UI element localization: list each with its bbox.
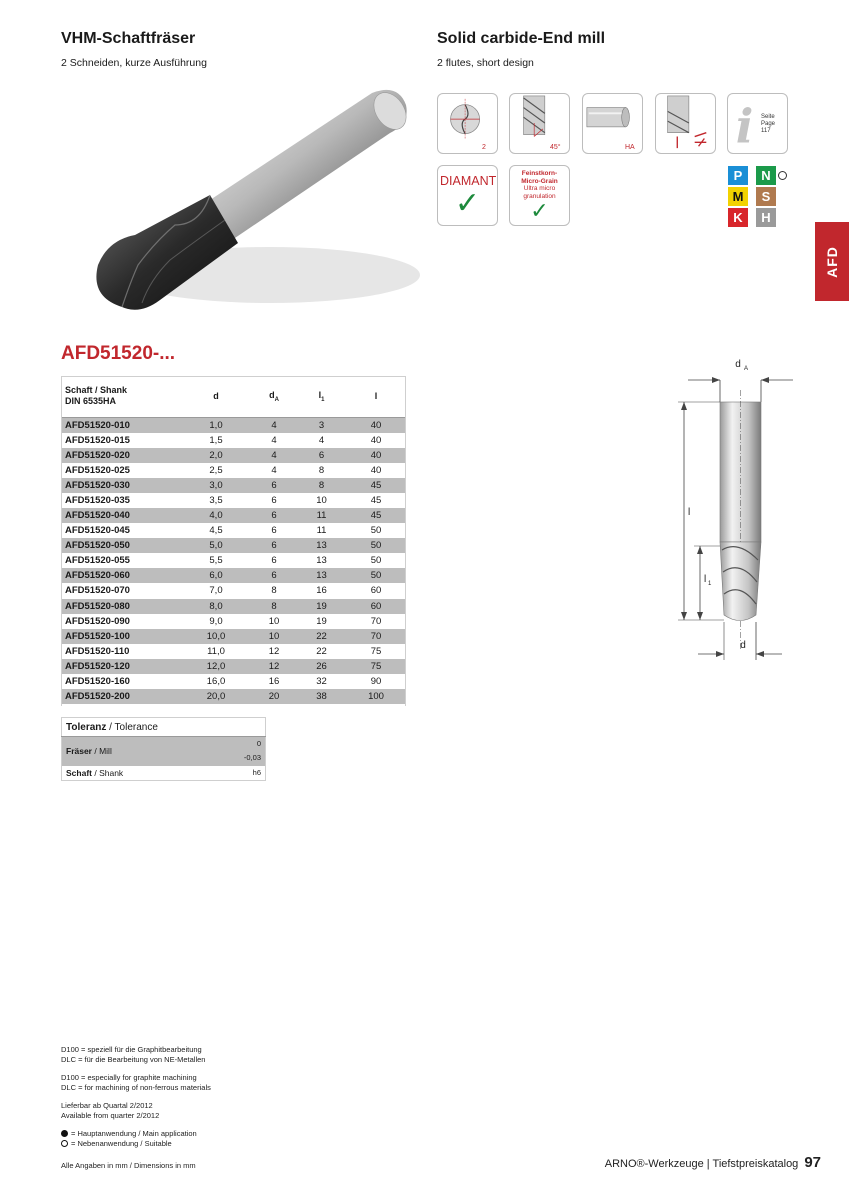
col-header-d: d xyxy=(181,376,251,417)
table-row xyxy=(61,417,406,433)
legend-suitable xyxy=(61,1139,211,1149)
tolerance-mill-upper: 0 xyxy=(256,739,261,749)
cell-l: 45 xyxy=(346,478,406,493)
col-header-l1 xyxy=(297,376,346,417)
cell-l: 40 xyxy=(370,464,382,476)
tolerance-shank-de: Schaft xyxy=(66,767,92,778)
diamant-coating-icon xyxy=(437,165,498,226)
cell-da: 6 xyxy=(271,494,277,506)
cell-code: AFD51520-160 xyxy=(65,676,130,688)
feed-direction-icon xyxy=(655,93,716,154)
micro-grain-de-2: Micro-Grain xyxy=(521,177,558,185)
cell-l: 100 xyxy=(346,689,406,704)
cell-l1: 11 xyxy=(297,508,346,523)
checkmark-icon: ✓ xyxy=(530,198,549,223)
table-row xyxy=(61,659,406,674)
cell-code: AFD51520-060 xyxy=(61,568,181,583)
cell-code: AFD51520-110 xyxy=(65,645,130,657)
cell-l1: 8 xyxy=(318,464,325,476)
table-row xyxy=(61,508,406,523)
cell-l1: 13 xyxy=(297,538,346,553)
tolerance-shank-label xyxy=(62,766,209,781)
cell-d: 5,5 xyxy=(209,555,223,567)
tolerance-shank-en: / Shank xyxy=(91,767,124,778)
cell-code: AFD51520-080 xyxy=(61,599,181,614)
info-caption-number: 117 xyxy=(761,128,771,134)
footnotes xyxy=(61,1045,211,1148)
micro-grain-de-1: Feinstkorn- xyxy=(521,170,558,177)
page-title-de: VHM-Schaftfräser xyxy=(61,30,196,47)
table-row xyxy=(61,433,406,448)
shank-caption: HA xyxy=(625,144,635,151)
material-k: K xyxy=(728,208,748,227)
cell-code: AFD51520-090 xyxy=(65,615,130,627)
cell-l: 45 xyxy=(346,508,406,523)
secondary-application-circle xyxy=(778,171,787,180)
cell-d: 2,5 xyxy=(209,464,223,476)
shank-ha-icon xyxy=(582,93,643,154)
cell-da: 12 xyxy=(251,659,297,674)
note-d100-de: D100 = speziell für die Graphitbearbeitung xyxy=(61,1045,202,1054)
table-row xyxy=(61,644,406,659)
cell-d: 11,0 xyxy=(207,645,225,657)
cell-l1: 11 xyxy=(316,525,327,537)
info-caption-page: Seite Page xyxy=(761,114,776,127)
table-row xyxy=(61,583,406,598)
empty-circle-icon xyxy=(61,1140,68,1147)
material-p: P xyxy=(728,166,748,185)
cell-code: AFD51520-020 xyxy=(61,448,181,463)
cell-da: 6 xyxy=(251,508,297,523)
cell-code: AFD51520-040 xyxy=(61,508,181,523)
tolerance-table xyxy=(61,717,266,781)
cell-d: 5,0 xyxy=(181,538,251,553)
svg-text:i: i xyxy=(735,98,754,153)
drawing-label-l1-sub: 1 xyxy=(708,581,712,587)
material-s: S xyxy=(756,187,776,206)
table-row xyxy=(61,614,406,629)
note-dlc-en: DLC = for machining of non-ferrous materials xyxy=(61,1082,211,1092)
cell-da: 16 xyxy=(268,676,280,688)
cell-da: 4 xyxy=(271,434,277,446)
micro-grain-icon xyxy=(509,165,570,226)
tolerance-mill-value xyxy=(208,737,265,766)
cell-d: 4,5 xyxy=(209,525,223,537)
cell-l: 75 xyxy=(370,645,382,657)
cell-l1: 22 xyxy=(316,645,327,657)
cell-da: 6 xyxy=(271,555,277,567)
material-n: N xyxy=(756,166,776,185)
table-row xyxy=(61,523,406,538)
info-icon[interactable] xyxy=(727,93,788,154)
cell-code: AFD51520-050 xyxy=(61,538,181,553)
drawing-label-d: d xyxy=(740,640,746,651)
end-mill-photo xyxy=(60,75,420,335)
shank-header-1: Schaft / Shank xyxy=(65,385,128,396)
helix-caption: 45° xyxy=(550,144,561,151)
cell-d: 3,0 xyxy=(181,478,251,493)
cell-d: 20,0 xyxy=(181,689,251,704)
material-m: M xyxy=(728,187,748,206)
filled-circle-icon xyxy=(61,1130,68,1137)
col-header-da xyxy=(251,376,297,417)
cell-l1: 22 xyxy=(297,629,346,644)
cell-l1: 6 xyxy=(297,448,346,463)
cell-l: 70 xyxy=(346,629,406,644)
note-d100-en: D100 = especially for graphite machining xyxy=(61,1073,197,1082)
cell-da: 4 xyxy=(251,448,297,463)
cell-l: 60 xyxy=(370,585,382,597)
table-row xyxy=(61,463,406,478)
cell-d: 9,0 xyxy=(209,615,223,627)
micro-grain-en-1: Ultra micro xyxy=(523,185,556,192)
cell-l1: 3 xyxy=(297,417,346,433)
cell-d: 12,0 xyxy=(181,659,251,674)
cell-l1: 19 xyxy=(316,615,327,627)
micro-grain-en-2: granulation xyxy=(523,192,556,200)
cell-l: 50 xyxy=(346,538,406,553)
table-row xyxy=(61,568,406,583)
tolerance-mill-en: / Mill xyxy=(92,746,112,757)
page-number: 97 xyxy=(804,1154,821,1171)
shank-header-2: DIN 6535HA xyxy=(65,396,117,407)
page-title-en: Solid carbide-End mill xyxy=(437,30,606,47)
legend-suitable-text: = Nebenanwendung / Suitable xyxy=(71,1138,172,1148)
cell-da: 4 xyxy=(271,464,277,476)
cell-l: 50 xyxy=(370,555,382,567)
cell-l1: 13 xyxy=(297,568,346,583)
cell-l1: 8 xyxy=(297,478,346,493)
helix-angle-icon xyxy=(509,93,570,154)
cell-l: 60 xyxy=(346,599,406,614)
cell-l1: 4 xyxy=(318,434,325,446)
cell-d: 4,0 xyxy=(181,508,251,523)
tolerance-header-de: Toleranz xyxy=(66,721,107,733)
cell-code: AFD51520-055 xyxy=(65,555,130,567)
cell-d: 8,0 xyxy=(181,599,251,614)
product-series-title: AFD51520-... xyxy=(61,343,176,364)
cell-da: 20 xyxy=(251,689,297,704)
cell-l1: 32 xyxy=(316,676,327,688)
legend-main-application xyxy=(61,1129,211,1139)
cell-code: AFD51520-035 xyxy=(65,494,130,506)
tolerance-mill-label xyxy=(62,737,209,766)
cell-l1: 10 xyxy=(316,494,327,506)
cell-da: 10 xyxy=(268,615,280,627)
legend-main-text: = Hauptanwendung / Main application xyxy=(71,1129,197,1138)
table-row xyxy=(61,599,406,614)
cell-l: 50 xyxy=(370,525,382,537)
table-row xyxy=(61,689,406,704)
cell-code: AFD51520-015 xyxy=(65,434,130,446)
drawing-label-l: l xyxy=(688,507,691,518)
cell-l: 75 xyxy=(346,659,406,674)
cell-l1: 19 xyxy=(297,599,346,614)
table-row xyxy=(61,478,406,493)
section-tab-label: AFD xyxy=(824,245,840,278)
table-row xyxy=(61,629,406,644)
table-row xyxy=(61,553,406,568)
col-header-shank xyxy=(61,376,181,417)
cell-d: 3,5 xyxy=(209,494,223,506)
note-dlc-de: DLC = für die Bearbeitung von NE-Metallen xyxy=(61,1054,206,1064)
cell-l: 40 xyxy=(370,434,382,446)
cell-l: 45 xyxy=(370,494,382,506)
cell-d: 7,0 xyxy=(209,585,223,597)
cell-code: AFD51520-045 xyxy=(65,525,130,537)
subtitle-en: 2 flutes, short design xyxy=(437,57,534,69)
tolerance-header xyxy=(62,718,266,737)
cell-d: 6,0 xyxy=(181,568,251,583)
tolerance-shank-value: h6 xyxy=(252,767,261,777)
cell-l1: 16 xyxy=(316,585,327,597)
cell-l1: 38 xyxy=(297,689,346,704)
cell-da: 8 xyxy=(251,599,297,614)
flutes-caption: 2 xyxy=(482,144,486,151)
cell-l1: 13 xyxy=(316,555,327,567)
drawing-label-l1: l xyxy=(704,574,707,585)
cell-d: 2,0 xyxy=(181,448,251,463)
tolerance-header-en: / Tolerance xyxy=(106,721,158,733)
cell-code: AFD51520-100 xyxy=(61,629,181,644)
cell-l1: 26 xyxy=(297,659,346,674)
section-tab-afd[interactable] xyxy=(815,222,849,301)
note-availability-de: Lieferbar ab Quartal 2/2012 xyxy=(61,1101,153,1110)
cell-code: AFD51520-030 xyxy=(61,478,181,493)
col-header-l1-sub: 1 xyxy=(321,396,325,403)
page-footer xyxy=(605,1154,821,1171)
material-h: H xyxy=(756,208,776,227)
subtitle-de: 2 Schneiden, kurze Ausführung xyxy=(61,57,207,69)
drawing-label-da-sub: A xyxy=(744,366,749,372)
cell-da: 4 xyxy=(251,417,297,433)
table-row xyxy=(61,538,406,553)
col-header-da-sub: A xyxy=(274,396,279,403)
checkmark-icon: ✓ xyxy=(454,187,481,220)
technical-drawing xyxy=(668,350,808,670)
tolerance-mill-lower: -0,03 xyxy=(243,753,261,763)
cell-l: 50 xyxy=(346,568,406,583)
cell-da: 6 xyxy=(251,568,297,583)
col-header-l1-label: l xyxy=(318,389,322,400)
cell-da: 8 xyxy=(271,585,277,597)
col-header-da-label: d xyxy=(269,389,275,400)
cell-code: AFD51520-070 xyxy=(65,585,130,597)
table-row xyxy=(61,448,406,463)
cell-da: 10 xyxy=(251,629,297,644)
cell-da: 6 xyxy=(271,525,277,537)
cell-code: AFD51520-120 xyxy=(61,659,181,674)
catalog-name: ARNO®-Werkzeuge | Tiefstpreiskatalog xyxy=(604,1158,799,1170)
cell-d: 10,0 xyxy=(181,629,251,644)
cell-l: 40 xyxy=(346,448,406,463)
table-row xyxy=(61,493,406,508)
cell-l: 90 xyxy=(370,676,382,688)
dimensions-note: Alle Angaben in mm / Dimensions in mm xyxy=(61,1161,196,1170)
cell-d: 16,0 xyxy=(206,676,226,688)
drawing-label-da: d xyxy=(735,359,741,370)
note-availability-en: Available from quarter 2/2012 xyxy=(61,1110,160,1120)
cell-d: 1,0 xyxy=(181,417,251,433)
product-table xyxy=(61,376,406,704)
cell-da: 6 xyxy=(251,538,297,553)
cell-l: 70 xyxy=(370,615,382,627)
table-row xyxy=(61,674,406,689)
two-flute-icon xyxy=(437,93,498,154)
cell-code: AFD51520-010 xyxy=(61,417,181,433)
cell-code: AFD51520-025 xyxy=(65,464,130,476)
cell-da: 6 xyxy=(251,478,297,493)
cell-d: 1,5 xyxy=(209,434,223,446)
tolerance-mill-de: Fräser xyxy=(66,746,92,757)
cell-code: AFD51520-200 xyxy=(61,689,181,704)
diamant-label: DIAMANT xyxy=(440,174,497,188)
cell-l: 40 xyxy=(346,417,406,433)
cell-da: 12 xyxy=(268,645,280,657)
col-header-l: l xyxy=(346,376,406,417)
